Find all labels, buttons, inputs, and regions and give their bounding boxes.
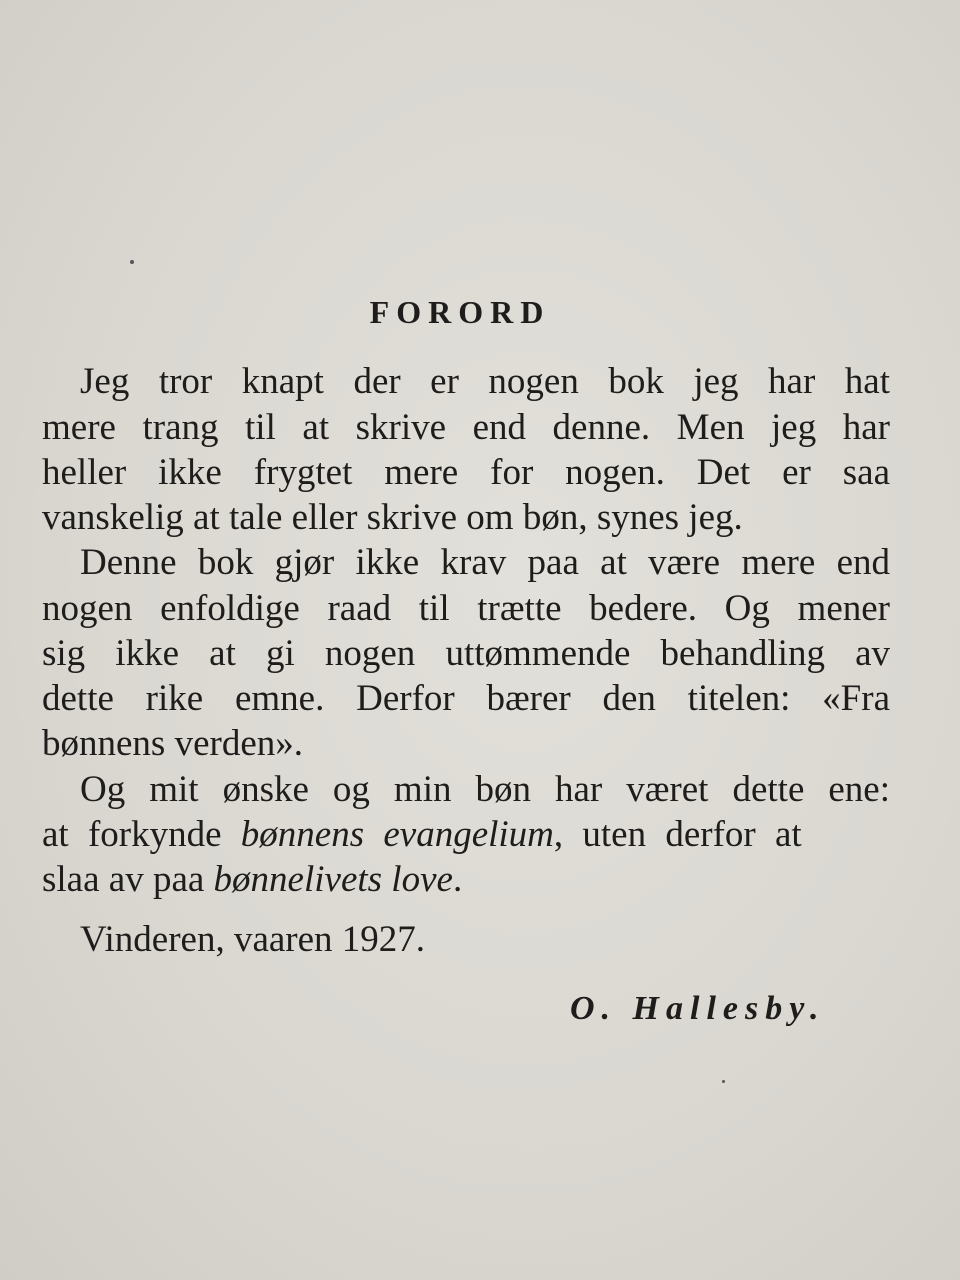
- text-line: heller ikke frygtet mere for nogen. Det er saa: [42, 452, 890, 493]
- text-line: sig ikke at gi nogen uttømmende behandling av: [42, 633, 890, 674]
- text-segment: , uten derfor at: [553, 814, 802, 855]
- text-line: vanskelig at tale eller skrive om bøn, synes jeg.: [42, 497, 743, 538]
- text-segment: .: [452, 859, 463, 900]
- text-segment: slaa av paa: [42, 859, 214, 900]
- text-line: Og mit ønske og min bøn har været dette ene:: [80, 769, 890, 810]
- text-line: bønnens verden».: [42, 723, 303, 764]
- text-line: [42, 813, 890, 857]
- paper-speck: [722, 1080, 725, 1083]
- text-line: Denne bok gjør ikke krav paa at være mere end: [80, 542, 890, 583]
- italic-text: bønnelivets love: [213, 859, 453, 900]
- text-line: dette rike emne. Derfor bærer den titelen: «Fra: [42, 678, 890, 719]
- paper-speck: [130, 260, 134, 264]
- page-title: FORORD: [369, 294, 551, 330]
- text-segment: at forkynde: [42, 814, 241, 855]
- text-line: mere trang til at skrive end denne. Men jeg har: [42, 407, 890, 448]
- italic-text: bønnens evangelium: [240, 814, 554, 855]
- text-line: nogen enfoldige raad til trætte bedere. Og mener: [42, 588, 890, 629]
- signature: O. Hallesby.: [570, 990, 826, 1027]
- text-line: [42, 858, 890, 902]
- text-line: Jeg tror knapt der er nogen bok jeg har hat: [80, 361, 890, 402]
- date-line: Vinderen, vaaren 1927.: [80, 919, 426, 960]
